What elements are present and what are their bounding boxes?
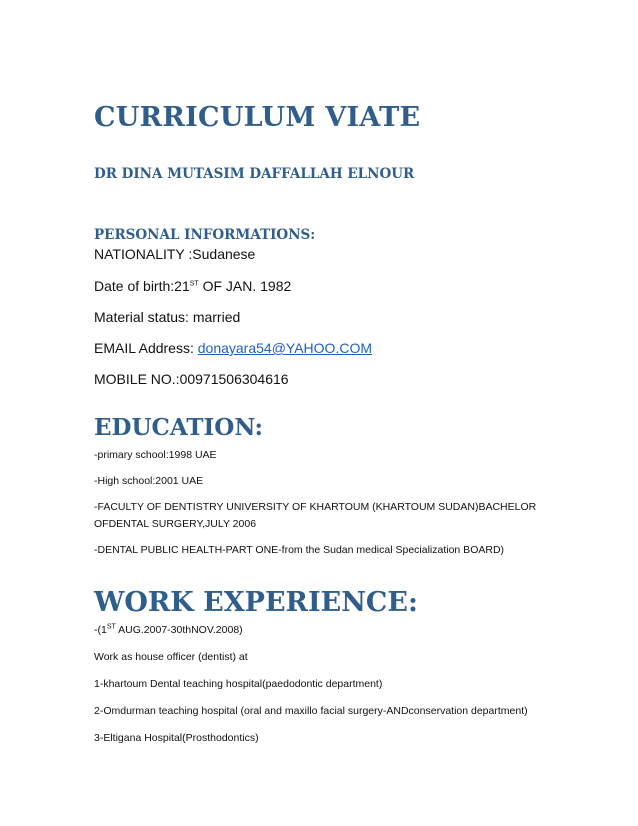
email-link[interactable]: donayara54@YAHOO.COM (197, 340, 372, 356)
work-experience-heading: WORK EXPERIENCE: (94, 587, 418, 618)
mobile-line: MOBILE NO.:00971506304616 (94, 371, 289, 387)
date-of-birth-line (94, 278, 291, 294)
work-item: Work as house officer (dentist) at (94, 651, 248, 663)
period-prefix: -(1 (94, 624, 107, 636)
work-period-line (94, 624, 243, 636)
education-item: -DENTAL PUBLIC HEALTH-PART ONE-from the Sudan medical Specialization BOARD) (94, 544, 505, 556)
document-title: CURRICULUM VIATE (94, 102, 421, 133)
dob-prefix: Date of birth:21 (94, 278, 190, 294)
work-item: 3-Eltigana Hospital(Prosthodontics) (94, 732, 259, 744)
education-item: -primary school:1998 UAE (94, 449, 217, 461)
work-item: 2-Omdurman teaching hospital (oral and maxillo facial surgery-ANDconservation department) (94, 705, 528, 717)
dob-superscript: ST (189, 280, 199, 288)
education-heading: EDUCATION: (94, 414, 264, 441)
email-line (94, 340, 372, 356)
dob-suffix: OF JAN. 1982 (198, 278, 292, 294)
person-name: DR DINA MUTASIM DAFFALLAH ELNOUR (94, 166, 415, 182)
work-item: 1-khartoum Dental teaching hospital(paedodontic department) (94, 678, 383, 690)
education-item: -FACULTY OF DENTISTRY UNIVERSITY OF KHARTOUM (KHARTOUM SUDAN)BACHELOR (94, 501, 537, 513)
email-label: EMAIL Address: (94, 340, 198, 356)
period-superscript: ST (106, 623, 116, 631)
nationality-line: NATIONALITY :Sudanese (94, 246, 256, 262)
personal-info-heading: PERSONAL INFORMATIONS: (94, 227, 316, 243)
education-item: -High school:2001 UAE (94, 475, 204, 487)
marital-status-line: Material status: married (94, 309, 241, 325)
period-suffix: AUG.2007-30thNOV.2008) (115, 624, 243, 636)
education-item: OFDENTAL SURGERY,JULY 2006 (94, 518, 257, 530)
